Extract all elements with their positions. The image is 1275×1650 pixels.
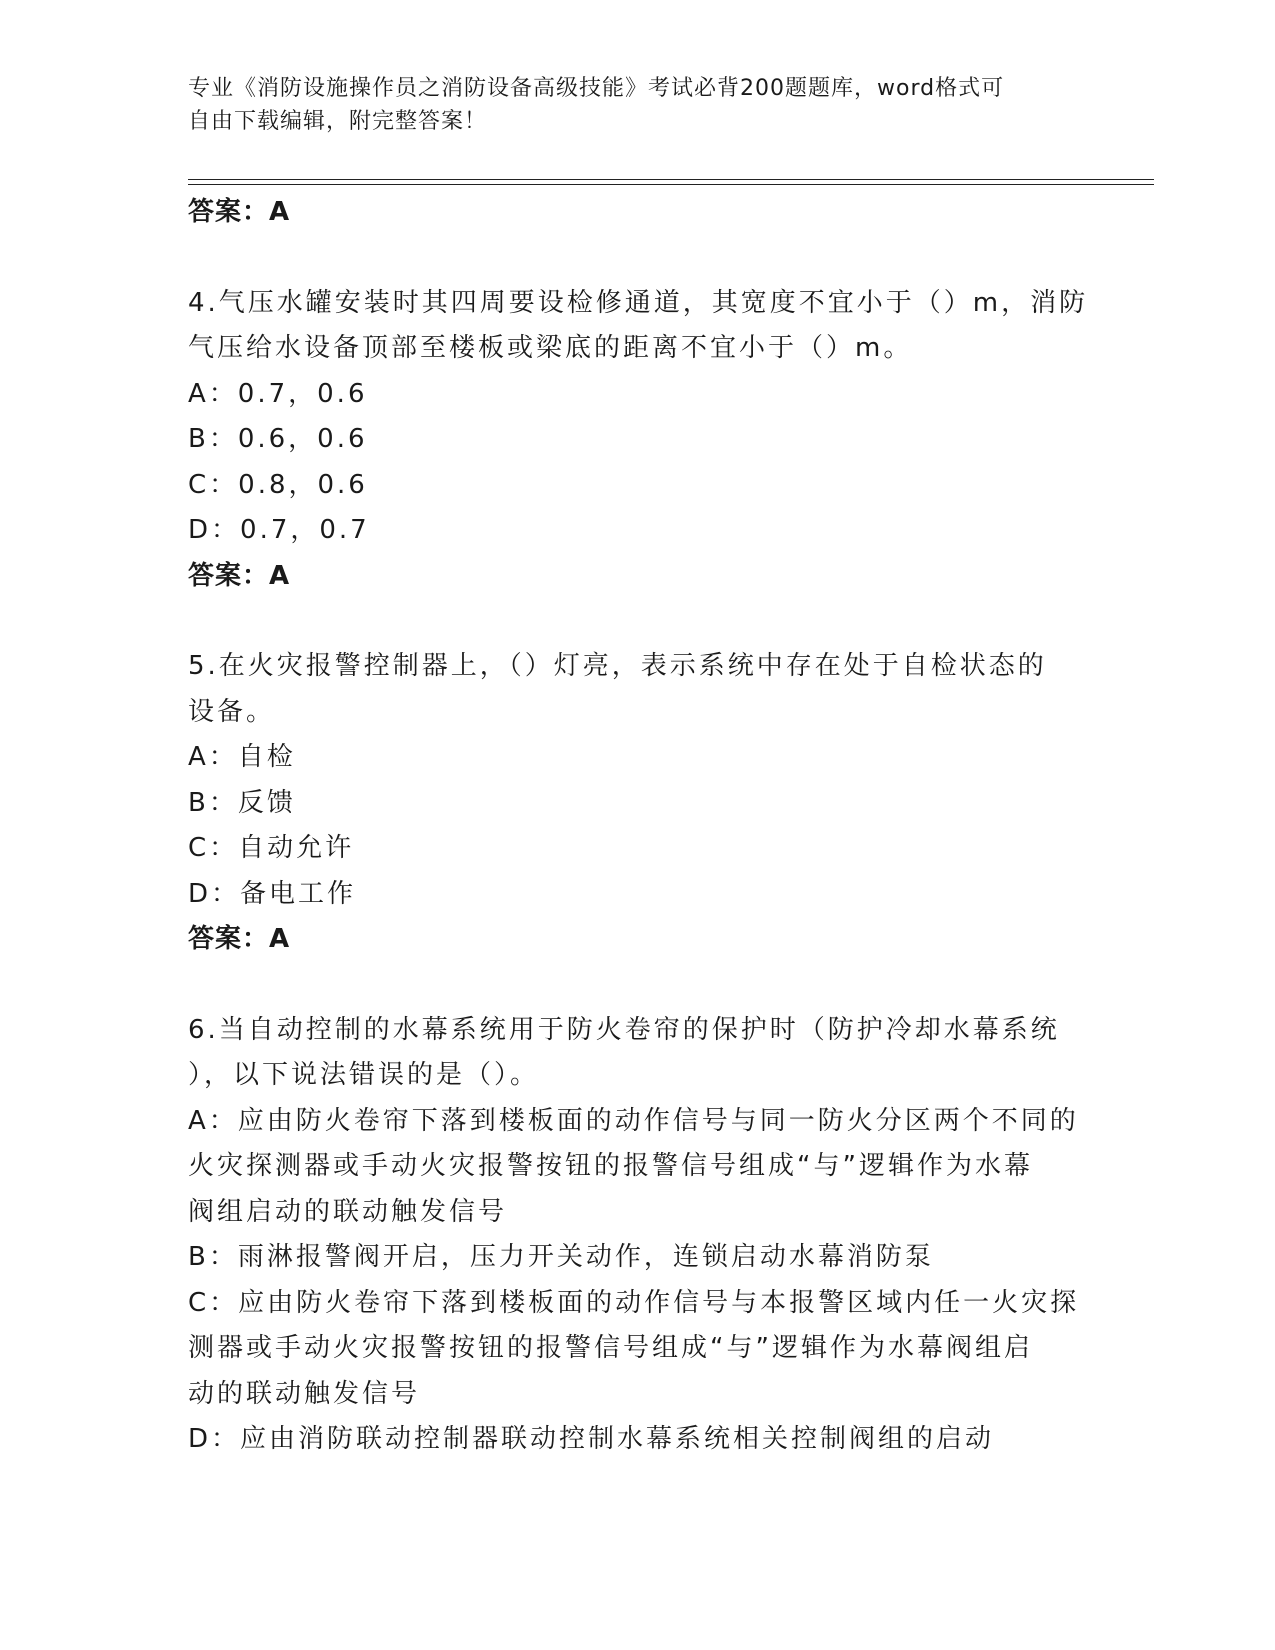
option-c: C：自动允许 bbox=[188, 833, 355, 863]
option-c: C：0.8，0.6 bbox=[188, 469, 368, 500]
spacer bbox=[188, 963, 1088, 1008]
question-stem: ），以下说法错误的是（）。 bbox=[188, 1060, 540, 1090]
answer-line: 答案：A bbox=[188, 560, 291, 591]
option-a: A：自检 bbox=[188, 742, 296, 772]
option-d: D：应由消防联动控制器联动控制水幕系统相关控制阀组的启动 bbox=[188, 1424, 995, 1454]
question-stem: 气压给水设备顶部至楼板或梁底的距离不宜小于（）m。 bbox=[188, 333, 913, 363]
header-line-2: 自由下载编辑，附完整答案！ bbox=[188, 109, 488, 134]
question-stem: 4.气压水罐安装时其四周要设检修通道，其宽度不宜小于（）m，消防 bbox=[188, 287, 1089, 318]
spacer bbox=[188, 599, 1088, 644]
option-b: B：反馈 bbox=[188, 787, 296, 818]
header-divider-top bbox=[188, 179, 1154, 180]
option-b: B：0.6，0.6 bbox=[188, 424, 368, 454]
question-block bbox=[188, 281, 1088, 600]
spacer bbox=[188, 236, 1088, 281]
question-stem: 5.在火灾报警控制器上，（）灯亮，表示系统中存在处于自检状态的 bbox=[188, 651, 1047, 681]
answer-line: 答案：A bbox=[188, 197, 291, 227]
question-content bbox=[188, 190, 1088, 1463]
answer-line: 答案：A bbox=[188, 924, 291, 954]
question-block bbox=[188, 644, 1088, 963]
option-a: A：0.7，0.6 bbox=[188, 378, 368, 409]
option-c-continued: 动的联动触发信号 bbox=[188, 1378, 421, 1409]
option-d: D：0.7，0.7 bbox=[188, 515, 370, 545]
option-d: D：备电工作 bbox=[188, 878, 357, 909]
header-divider-bottom bbox=[188, 184, 1154, 185]
question-stem: 设备。 bbox=[188, 696, 276, 727]
option-c: C：应由防火卷帘下落到楼板面的动作信号与本报警区域内任一火灾探 bbox=[188, 1287, 1080, 1318]
question-stem: 6.当自动控制的水幕系统用于防火卷帘的保护时（防护冷却水幕系统 bbox=[188, 1014, 1060, 1045]
document-header bbox=[188, 72, 1068, 138]
option-a-continued: 阀组启动的联动触发信号 bbox=[188, 1196, 508, 1227]
option-a-continued: 火灾探测器或手动火灾报警按钮的报警信号组成“与”逻辑作为水幕 bbox=[188, 1151, 1033, 1181]
option-b: B：雨淋报警阀开启，压力开关动作，连锁启动水幕消防泵 bbox=[188, 1242, 934, 1272]
question-block bbox=[188, 1008, 1088, 1463]
option-c-continued: 测器或手动火灾报警按钮的报警信号组成“与”逻辑作为水幕阀组启 bbox=[188, 1333, 1033, 1363]
header-line-1: 专业《消防设施操作员之消防设备高级技能》考试必背200题题库，word格式可 bbox=[188, 76, 1005, 101]
option-a: A：应由防火卷帘下落到楼板面的动作信号与同一防火分区两个不同的 bbox=[188, 1105, 1079, 1136]
